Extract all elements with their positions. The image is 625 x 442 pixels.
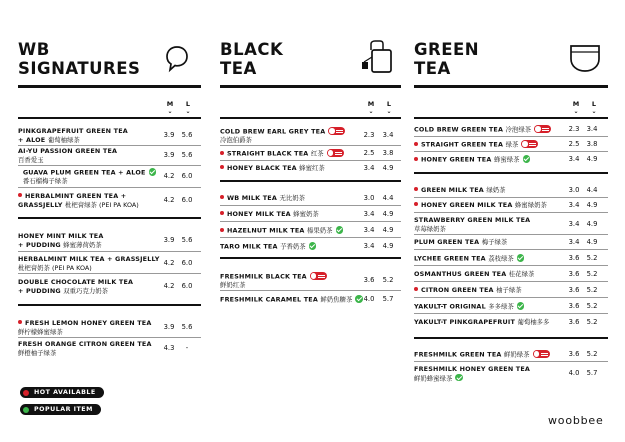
popular-icon	[517, 254, 525, 262]
green-header-divider	[414, 85, 608, 88]
black-header-divider	[220, 85, 401, 88]
popular-icon	[149, 168, 157, 176]
hot-available-tag-icon	[533, 350, 550, 358]
hot-dot-icon	[220, 151, 224, 155]
popular-icon	[523, 155, 531, 163]
hot-dot-icon	[220, 211, 224, 215]
popular-icon	[517, 302, 525, 310]
hot-dot-icon	[220, 228, 224, 232]
cup-icon	[567, 42, 603, 74]
legend-hot-available: HOT AVAILABLE	[20, 387, 104, 398]
green-tea-title: GREEN TEA	[414, 40, 480, 78]
speech-bubble-icon	[165, 44, 189, 74]
green-tea-column: GREEN TEA M L ⌄ ⌄ COLD BREW GREEN TEA 冷泡绿茶 2.3 3.4 STRAIGHT GREEN TEA 绿茶 2.5 3.8 HONEY GREEN TEA 蜂蜜绿茶 3.4 4.9 GREEN MILK TEA 绿奶茶 3.0 4.4 HONEY GREEN MILK TEA 蜂蜜绿奶茶 3.4 4.9 STRAWBERRY GREEN MILK TEA 草莓绿奶茶 3.4 4.9 PLUM GREEN TEA 梅子绿茶 3.4 4.9 LYCHEE GREEN TEA 荔枝绿茶 3.6 5.2 OSMANTHUS GREEN TEA 桂花绿茶 3.6 5.2 CITRON GREEN TEA 柚子绿茶 3.6 5.2 YAKULT-T ORIGINAL 多多绿茶 3.6 5.2 YAKULT-T PINKGRAPEFRUIT 葡萄柚多多 3.6 5.2 FRESHMILK GREEN TEA 鲜奶绿茶 3.6 5.2 FRESHMILK HONEY GREEN TEA 鲜奶蜂蜜绿茶 4.0 5.7	[414, 0, 608, 442]
hot-dot-icon	[220, 195, 224, 199]
hot-available-tag-icon	[328, 127, 345, 135]
hot-available-tag-icon	[310, 272, 327, 280]
brand-logo: woobbee	[548, 414, 604, 427]
hot-available-tag-icon	[521, 140, 538, 148]
legend-popular-item: POPULAR ITEM	[20, 404, 101, 415]
wb-signatures-title: WB SIGNATURES	[18, 40, 141, 78]
black-tea-title: BLACK TEA	[220, 40, 284, 78]
hot-dot-icon	[414, 142, 418, 146]
hot-available-tag-icon	[534, 125, 551, 133]
hot-dot-icon	[220, 165, 224, 169]
hot-dot-icon	[18, 193, 22, 197]
hot-dot-icon	[414, 287, 418, 291]
black-tea-column: BLACK TEA M L ⌄ ⌄ COLD BREW EARL GREY TEA 冷泡伯爵茶 2.3 3.4 STRAIGHT BLACK TEA 红茶 2.5 3.8 HONEY BLACK TEA 蜂蜜红茶 3.4 4.9 WB MILK TEA 无比奶茶 3.0 4.4 HONEY MILK TEA 蜂蜜奶茶 3.4 4.9 HAZELNUT MILK TEA 榛果奶茶 3.4 4.9 TARO MILK TEA 芋香奶茶 3.4 4.9 FRESHMILK BLACK TEA 鲜奶红茶 3.6 5.2 FRESHMILK CARAMEL TEA 鲜奶焦糖茶 4.0 5.7	[220, 0, 401, 442]
hot-dot-icon	[414, 157, 418, 161]
hot-dot-icon	[414, 202, 418, 206]
popular-check-icon	[23, 407, 29, 413]
hot-dot-icon	[18, 320, 22, 324]
teabag-cup-icon	[360, 40, 394, 76]
hot-dot-icon	[414, 187, 418, 191]
hot-available-tag-icon	[327, 149, 344, 157]
hot-dot-icon	[23, 390, 29, 396]
wb-section-divider	[18, 117, 201, 119]
popular-icon	[455, 374, 463, 382]
wb-signatures-column: WB SIGNATURES M L ⌄ ⌄ PINKGRAPEFRUIT GREEN TEA + ALOE 葡萄柚绿茶 3.9 5.6 AI-YU PASSION GREEN TEA 百香爱玉 3.9 5.6 GUAVA PLUM GREEN TEA + ALOE 番石榴梅子绿茶 4.2 6.0 HERBALMINT GREEN TEA + GRASSJELLY 枇杷膏绿茶 (PEI PA KOA) 4.2 6.0 HONEY MINT MILK TEA + PUDDING 蜂蜜薄荷奶茶 3.9 5.6 HERBALMINT MILK TEA + GRASSJELLY 枇杷膏奶茶 (PEI PA KOA) 4.2 6.0 DOUBLE CHOCOLATE MILK TEA + PUDDING 双重巧克力奶茶 4.2 6.0 FRESH LEMON HONEY GREEN TEA 鲜柠檬蜂蜜绿茶 3.9 5.6 FRESH ORANGE CITRON GREEN TEA 鲜橙柚子绿茶 4.3 -	[18, 0, 201, 442]
wb-header-divider	[18, 85, 201, 88]
popular-icon	[336, 226, 344, 234]
popular-icon	[309, 242, 317, 250]
